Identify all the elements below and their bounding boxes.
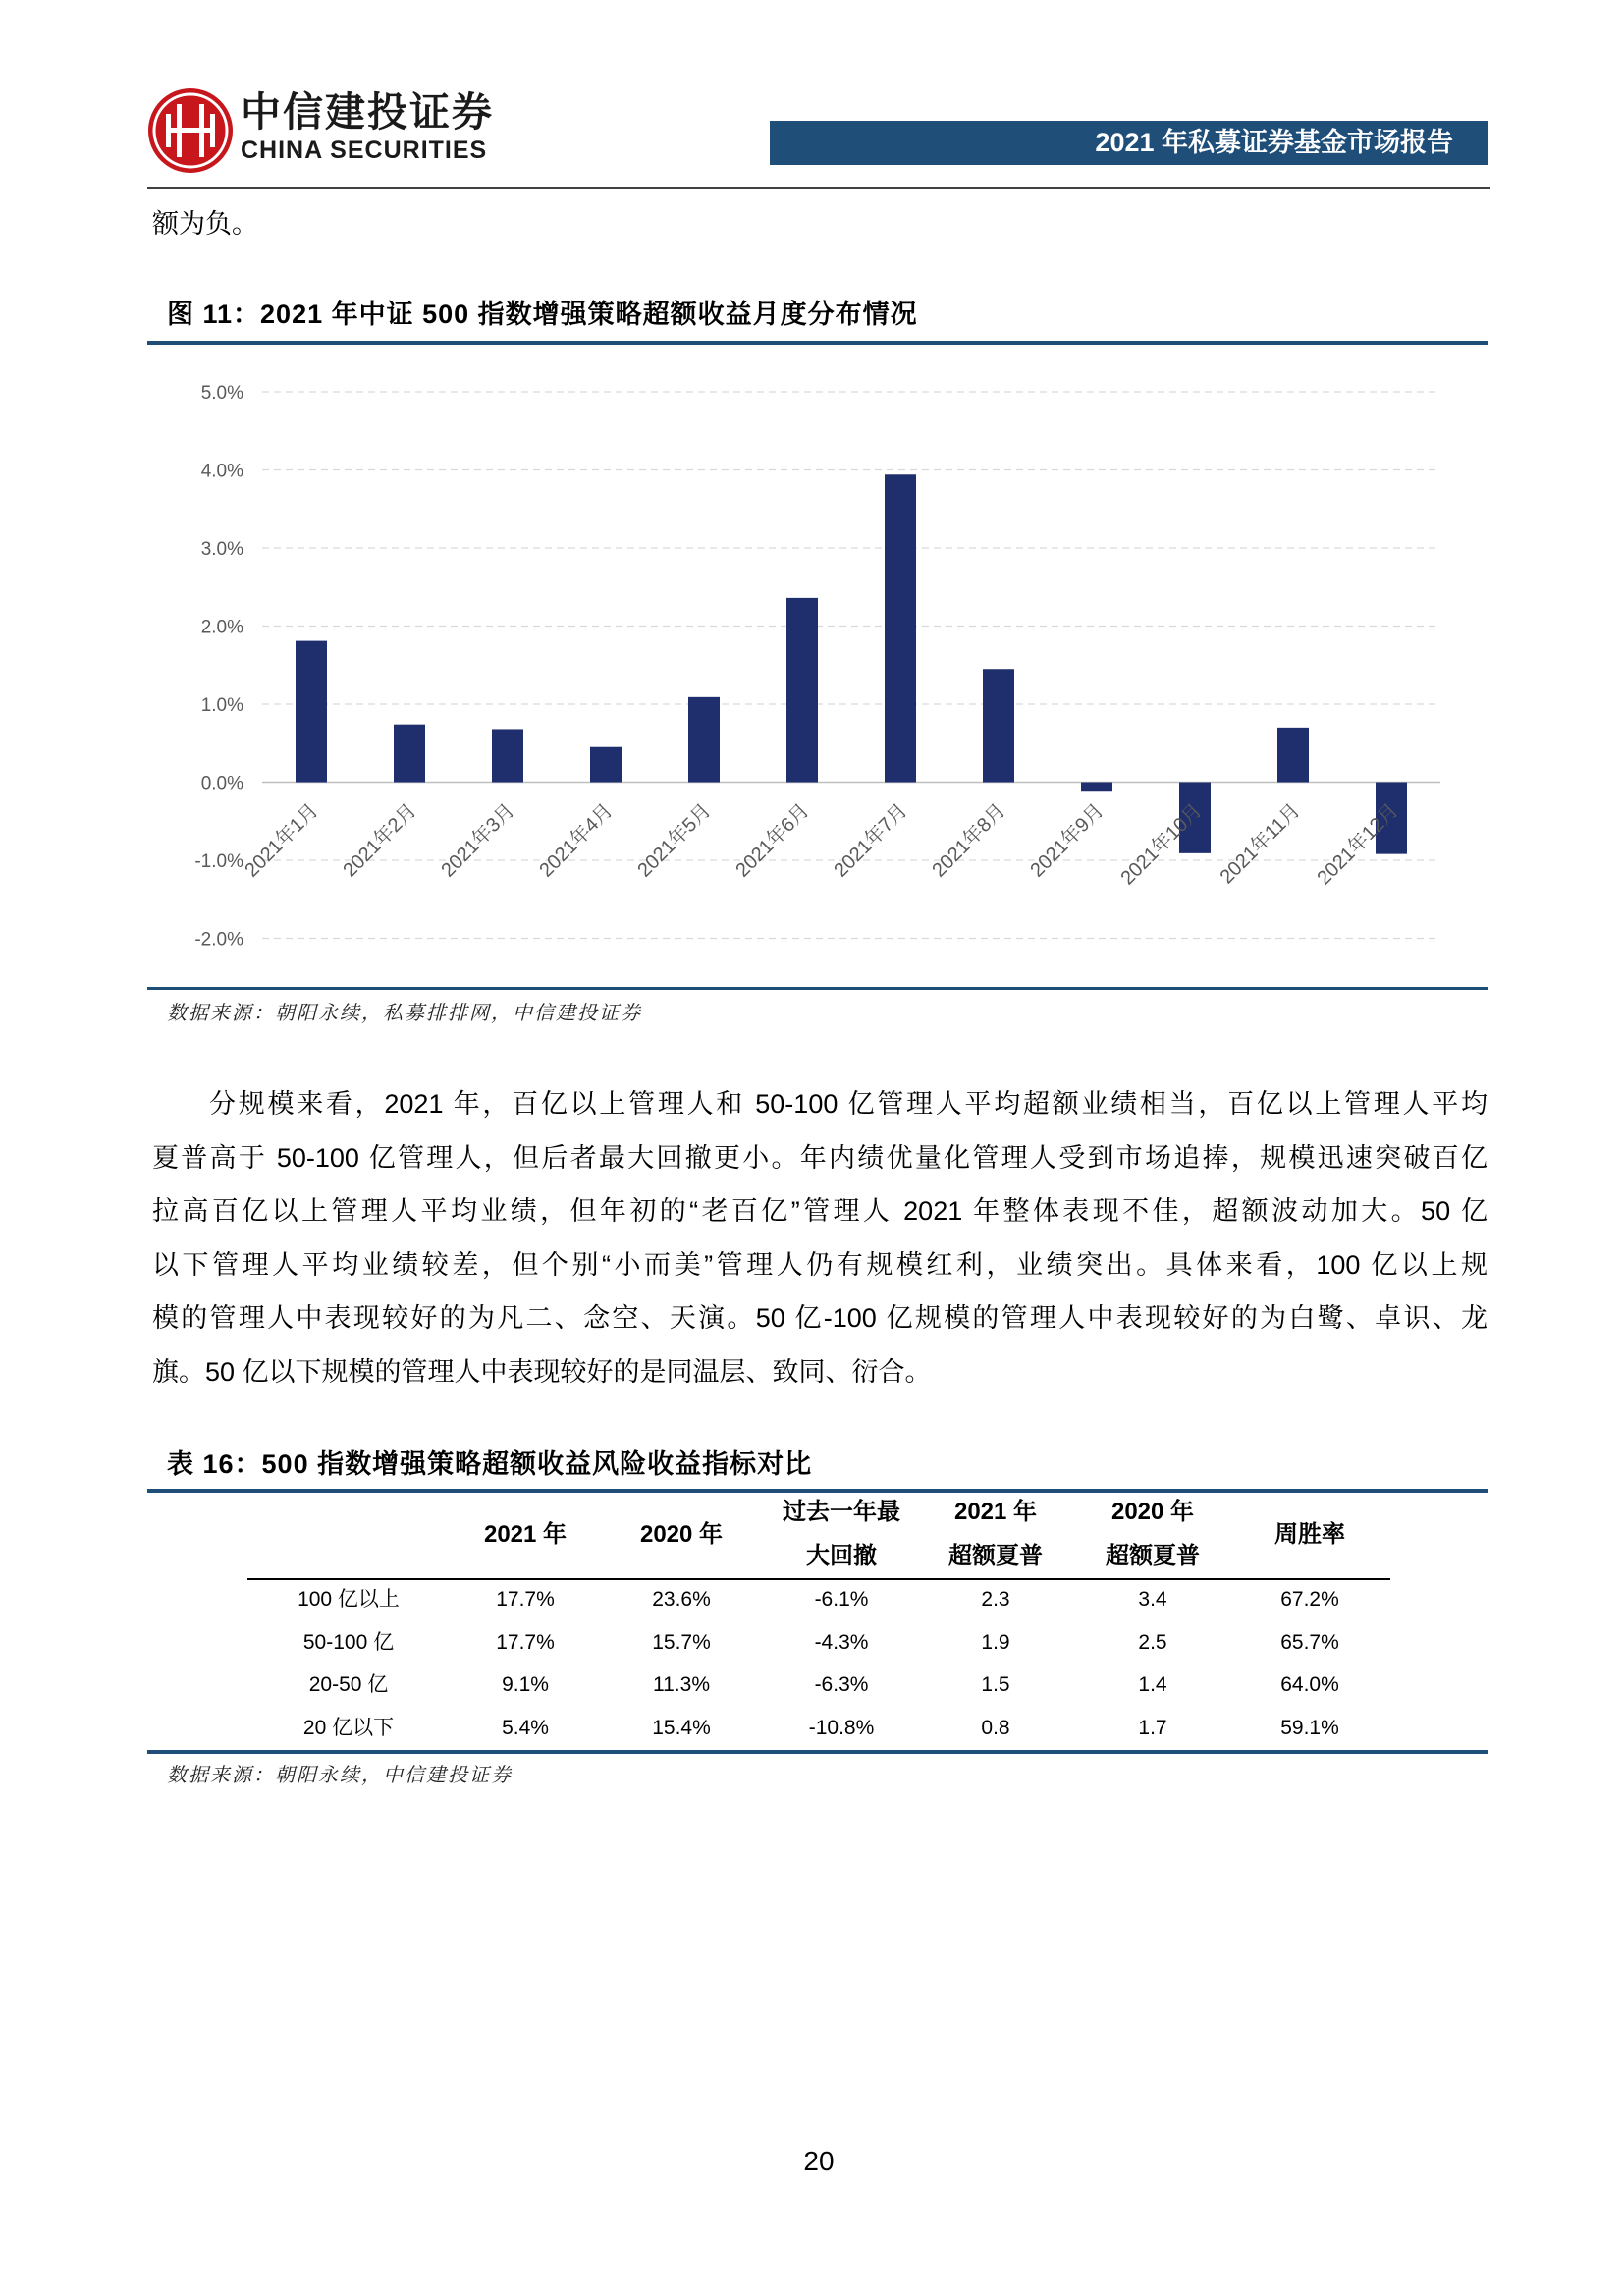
x-tick-label: 2021年5月 bbox=[633, 799, 716, 882]
company-logo bbox=[147, 87, 234, 174]
table-cell: 64.0% bbox=[1280, 1673, 1339, 1696]
x-tick-label: 2021年12月 bbox=[1313, 799, 1403, 890]
column-header: 超额夏普 bbox=[1106, 1543, 1200, 1569]
figure-source: 数据来源：朝阳永续，私募排排网，中信建投证券 bbox=[167, 1003, 642, 1024]
paragraph-line: 以下管理人平均业绩较差，但个别“小而美”管理人仍有规模红利，业绩突出。具体来看，100 亿以上规 bbox=[152, 1249, 1488, 1280]
page-number: 20 bbox=[803, 2146, 835, 2176]
figure-title-rule bbox=[147, 341, 1488, 345]
column-header: 周胜率 bbox=[1274, 1521, 1345, 1548]
y-tick-label: 0.0% bbox=[200, 773, 243, 794]
body-paragraph bbox=[152, 1077, 1488, 1399]
table-cell: -4.3% bbox=[814, 1631, 869, 1654]
table-cell: -10.8% bbox=[808, 1717, 875, 1739]
paragraph-line: 拉高百亿以上管理人平均业绩，但年初的“老百亿”管理人 2021 年整体表现不佳，超额波动加大。50 亿 bbox=[152, 1196, 1488, 1227]
report-title-bar bbox=[770, 121, 1488, 165]
table-header-rule bbox=[247, 1578, 1390, 1580]
bar-month-3 bbox=[492, 729, 523, 782]
row-label: 20 亿以下 bbox=[302, 1717, 395, 1739]
column-header: 过去一年最 bbox=[783, 1499, 900, 1525]
table-title: 表 16：500 指数增强策略超额收益风险收益指标对比 bbox=[167, 1449, 813, 1479]
paragraph-line: 夏普高于 50-100 亿管理人，但后者最大回撤更小。年内绩优量化管理人受到市场追捧，规模迅速突破百亿 bbox=[152, 1142, 1488, 1173]
table-cell: 59.1% bbox=[1280, 1717, 1339, 1739]
table-cell: 1.7 bbox=[1138, 1717, 1167, 1739]
x-tick-label: 2021年11月 bbox=[1216, 799, 1305, 889]
x-tick-label: 2021年6月 bbox=[731, 799, 814, 882]
table-cell: 15.4% bbox=[652, 1717, 711, 1739]
table-cell: 1.9 bbox=[981, 1631, 1010, 1654]
x-tick-label: 2021年1月 bbox=[241, 799, 323, 882]
column-header: 大回撤 bbox=[806, 1543, 877, 1569]
paragraph-line: 旗。50 亿以下规模的管理人中表现较好的是同温层、致同、衍合。 bbox=[152, 1356, 932, 1387]
table-cell: 2.5 bbox=[1138, 1631, 1167, 1654]
table-top-rule bbox=[147, 1489, 1488, 1493]
bar-month-7 bbox=[885, 474, 916, 782]
y-tick-label: 2.0% bbox=[200, 617, 243, 638]
table-cell: 23.6% bbox=[652, 1588, 711, 1611]
paragraph-line: 模的管理人中表现较好的为凡二、念空、天演。50 亿-100 亿规模的管理人中表现较好的为白鹭、卓识、龙 bbox=[152, 1303, 1488, 1334]
table-cell: 65.7% bbox=[1280, 1631, 1339, 1654]
table-cell: -6.3% bbox=[814, 1673, 869, 1696]
column-header: 超额夏普 bbox=[948, 1543, 1043, 1569]
x-tick-label: 2021年3月 bbox=[437, 799, 519, 882]
x-tick-label: 2021年7月 bbox=[830, 799, 912, 882]
table-cell: 1.4 bbox=[1138, 1673, 1167, 1696]
header-divider bbox=[147, 187, 1490, 189]
figure-title: 图 11：2021 年中证 500 指数增强策略超额收益月度分布情况 bbox=[167, 300, 918, 329]
company-name-en: CHINA SECURITIES bbox=[241, 137, 488, 164]
table-cell: 17.7% bbox=[496, 1631, 555, 1654]
bar-month-5 bbox=[688, 697, 720, 783]
table-cell: -6.1% bbox=[814, 1588, 869, 1611]
carryover-text: 额为负。 bbox=[152, 209, 258, 239]
row-label: 100 亿以上 bbox=[298, 1588, 400, 1611]
x-tick-label: 2021年9月 bbox=[1026, 799, 1109, 882]
table-cell: 5.4% bbox=[502, 1717, 549, 1739]
table-cell: 9.1% bbox=[502, 1673, 549, 1696]
table-cell: 17.7% bbox=[496, 1588, 555, 1611]
table-bottom-rule bbox=[147, 1750, 1488, 1754]
paragraph-line: 分规模来看，2021 年，百亿以上管理人和 50-100 亿管理人平均超额业绩相当，百亿以上管理人平均 bbox=[209, 1089, 1488, 1119]
table-cell: 3.4 bbox=[1138, 1588, 1167, 1611]
bar-month-1 bbox=[296, 641, 327, 783]
x-tick-label: 2021年10月 bbox=[1116, 799, 1207, 890]
row-label: 50-100 亿 bbox=[302, 1631, 395, 1654]
bar-month-8 bbox=[983, 669, 1014, 782]
figure-bottom-rule bbox=[147, 987, 1488, 990]
x-tick-label: 2021年4月 bbox=[535, 799, 618, 882]
bar-month-2 bbox=[394, 725, 425, 783]
bar-month-11 bbox=[1277, 728, 1309, 783]
table-cell: 15.7% bbox=[652, 1631, 711, 1654]
x-tick-label: 2021年2月 bbox=[339, 799, 421, 882]
table-source: 数据来源：朝阳永续，中信建投证券 bbox=[167, 1765, 513, 1786]
column-header: 2020 年 bbox=[639, 1521, 724, 1548]
y-tick-label: -1.0% bbox=[194, 851, 243, 872]
x-tick-label: 2021年8月 bbox=[928, 799, 1010, 882]
row-label: 20-50 亿 bbox=[308, 1673, 389, 1696]
company-name-cn: 中信建投证券 bbox=[241, 89, 494, 135]
y-tick-label: 4.0% bbox=[200, 461, 243, 482]
bar-month-6 bbox=[786, 598, 818, 783]
table-cell: 11.3% bbox=[653, 1673, 710, 1696]
excess-return-bar-chart bbox=[147, 346, 1488, 984]
y-tick-label: -2.0% bbox=[194, 929, 243, 951]
y-tick-label: 5.0% bbox=[200, 383, 243, 404]
column-header: 2020 年 bbox=[1110, 1499, 1195, 1525]
y-tick-label: 1.0% bbox=[200, 695, 243, 716]
column-header: 2021 年 bbox=[953, 1499, 1038, 1525]
bar-month-4 bbox=[590, 747, 622, 783]
table-cell: 1.5 bbox=[981, 1673, 1010, 1696]
table-cell: 67.2% bbox=[1280, 1588, 1339, 1611]
table-cell: 2.3 bbox=[981, 1588, 1010, 1611]
bar-month-9 bbox=[1081, 783, 1112, 792]
column-header: 2021 年 bbox=[483, 1521, 568, 1548]
report-title: 2021 年私募证券基金市场报告 bbox=[1095, 128, 1453, 157]
table-cell: 0.8 bbox=[981, 1717, 1010, 1739]
y-tick-label: 3.0% bbox=[200, 539, 243, 560]
